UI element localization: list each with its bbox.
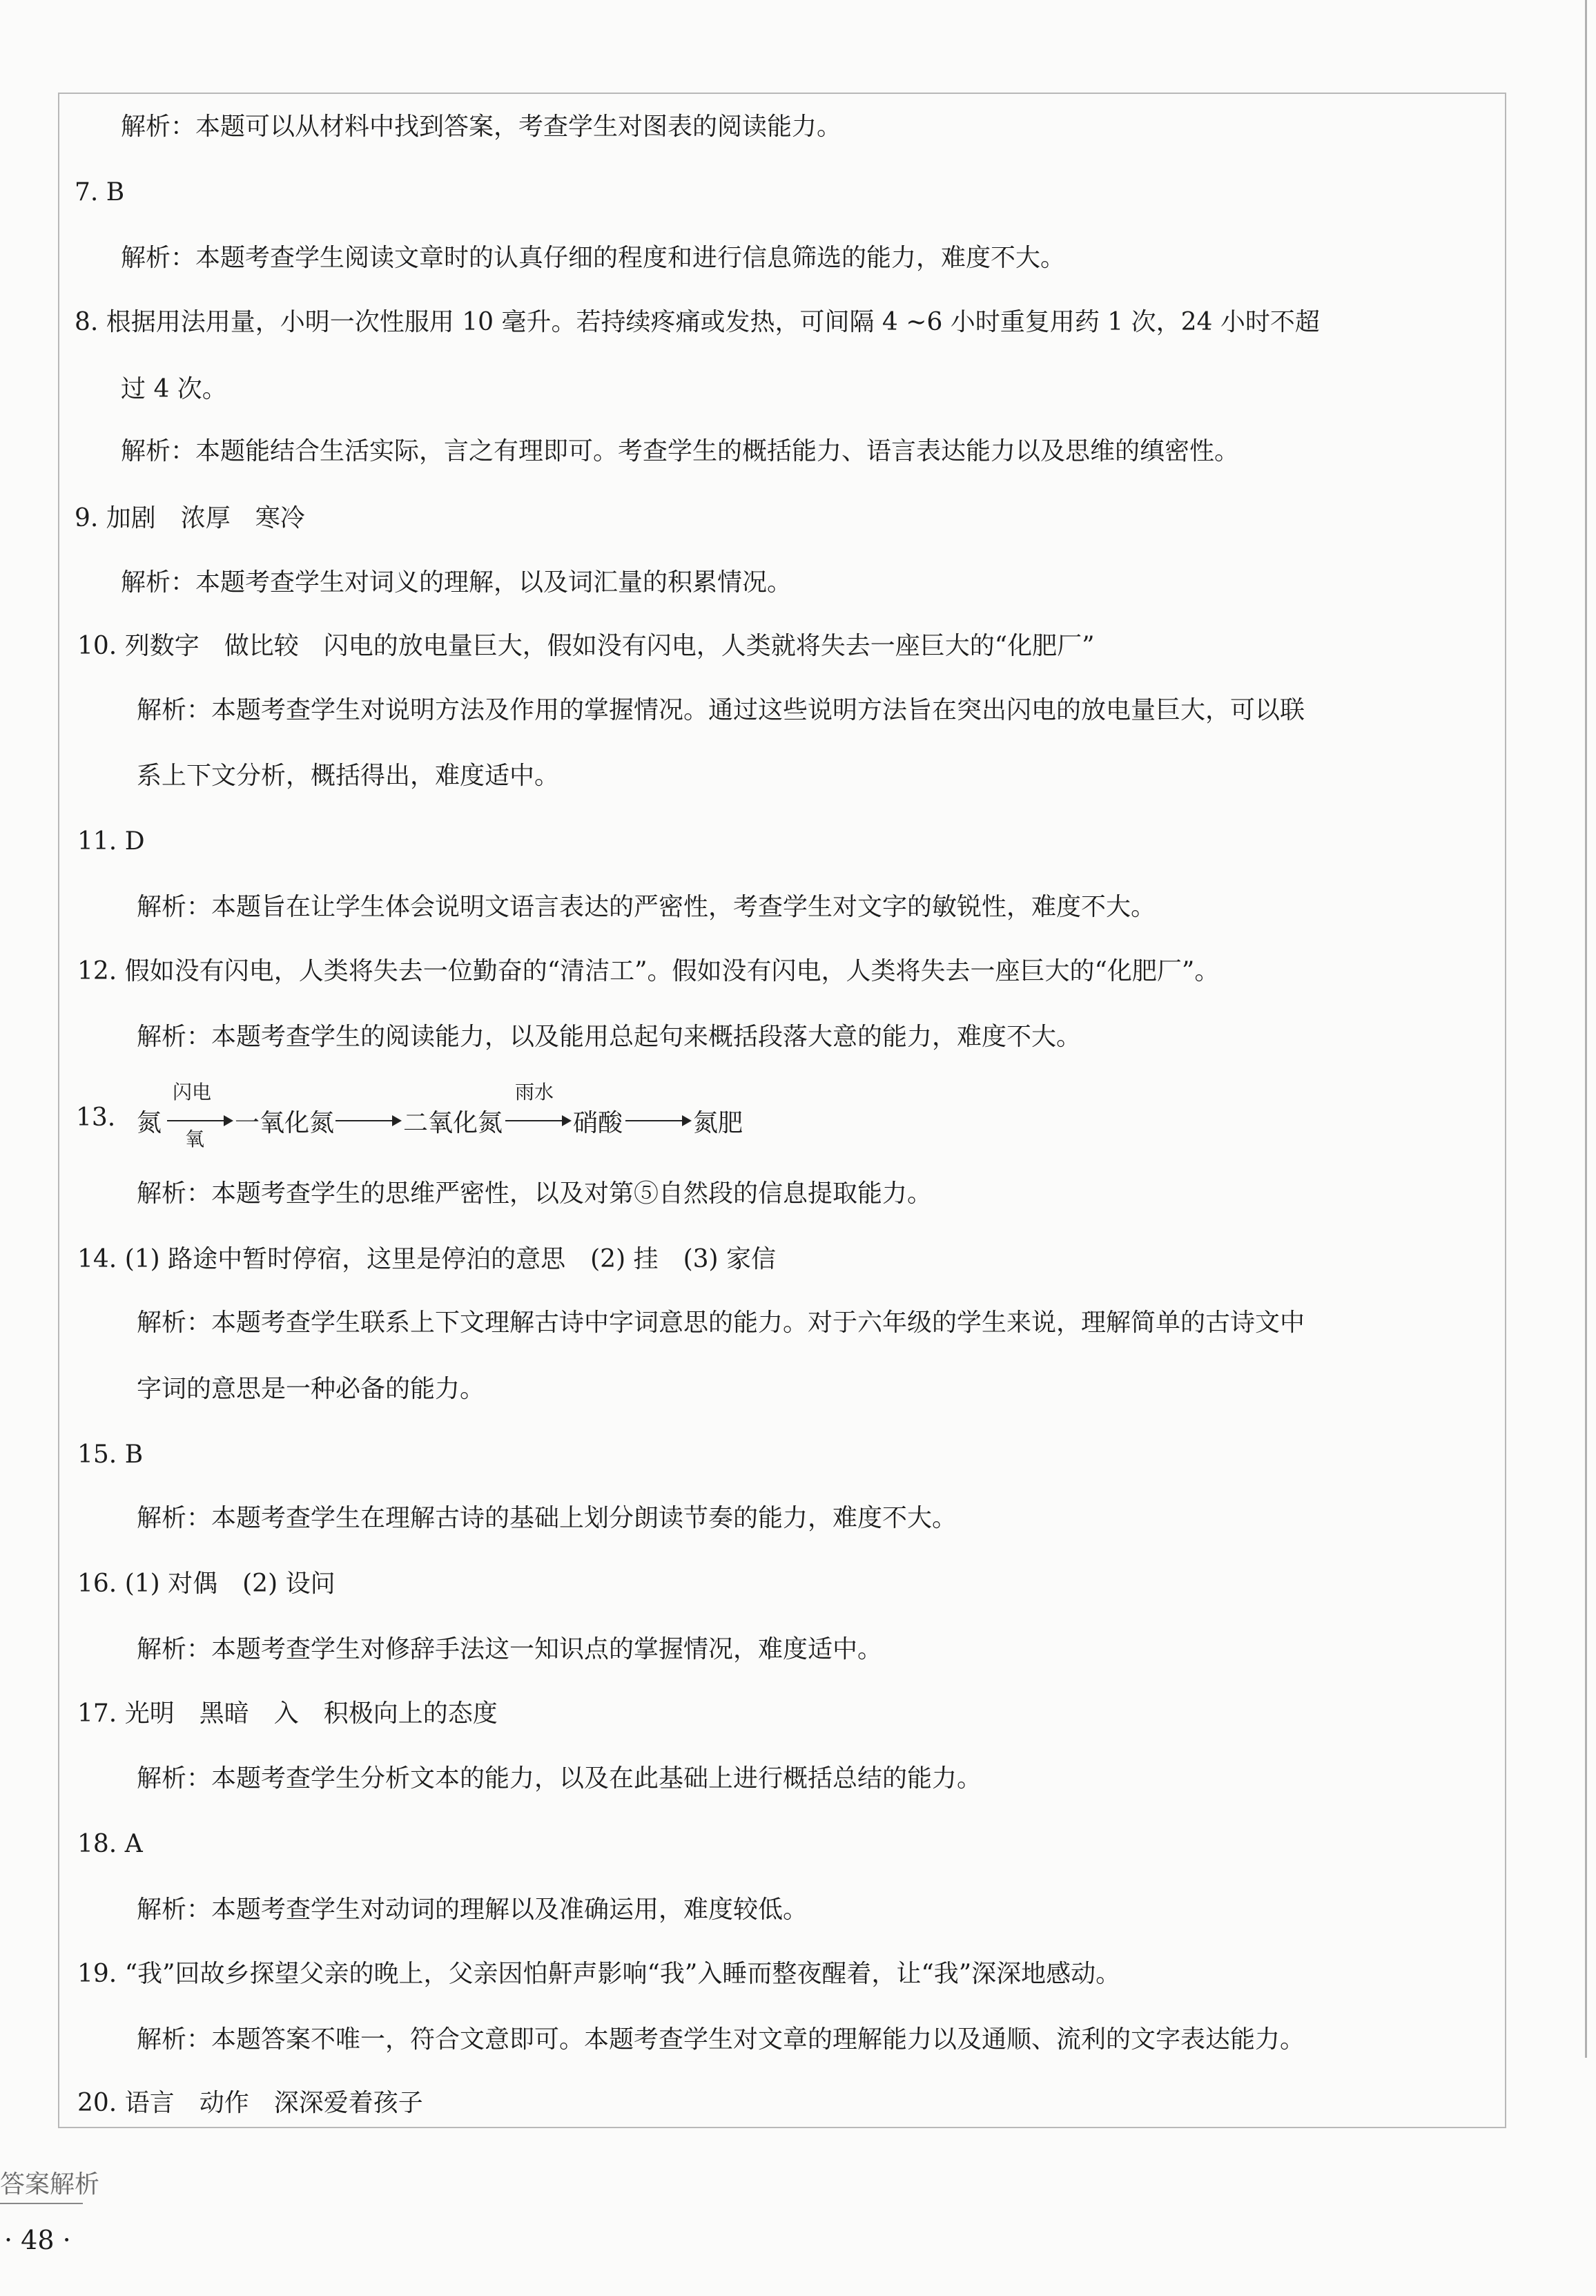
q13-arrow-1 <box>167 1120 231 1121</box>
footer-rule <box>0 2203 83 2204</box>
answer-line: 19. “我”回故乡探望父亲的晚上，父亲因怕鼾声影响“我”入睡而整夜醒着，让“我”深深地感动。 <box>77 1960 1121 1988</box>
q13-arrow-4 <box>625 1120 689 1121</box>
page-number: · 48 · <box>4 2225 71 2255</box>
answer-line: 解析：本题考查学生在理解古诗的基础上划分朗读节奏的能力，难度不大。 <box>137 1504 957 1532</box>
answer-line: 9. 加剧 浓厚 寒冷 <box>75 504 305 532</box>
answer-line: 解析：本题可以从材料中找到答案，考查学生对图表的阅读能力。 <box>121 113 842 141</box>
answer-line: 解析：本题旨在让学生体会说明文语言表达的严密性，考查学生对文字的敏锐性，难度不大。 <box>137 893 1156 921</box>
q13-acid: 硝酸 <box>573 1109 623 1137</box>
q13-arrow-3 <box>505 1120 569 1121</box>
answer-line: 11. D <box>77 827 145 856</box>
q13-number: 13. <box>76 1103 116 1132</box>
q13-fertilizer: 氮肥 <box>693 1109 743 1137</box>
answer-line: 解析：本题考查学生对修辞手法这一知识点的掌握情况，难度适中。 <box>137 1635 883 1663</box>
q13-nitrogen: 氮 <box>137 1109 162 1137</box>
answer-line: 15. B <box>77 1440 144 1469</box>
page-edge <box>1585 0 1587 2058</box>
answer-line: 20. 语言 动作 深深爱着孩子 <box>77 2089 423 2117</box>
answer-line: 17. 光明 黑暗 入 积极向上的态度 <box>77 1699 498 1728</box>
answer-line: 18. A <box>77 1830 143 1858</box>
answer-line: 解析：本题考查学生联系上下文理解古诗中字词意思的能力。对于六年级的学生来说，理解简单的古诗文中 <box>137 1309 1305 1337</box>
q13-label-lightning: 闪电 <box>173 1081 212 1103</box>
q13-arrow-2 <box>335 1120 399 1121</box>
q13-no2: 二氧化氮 <box>403 1109 503 1137</box>
answer-line: 7. B <box>75 178 125 206</box>
answer-line: 8. 根据用法用量，小明一次性服用 10 毫升。若持续疼痛或发热，可间隔 4 ~6 小时重复用药 1 次，24 小时不超 <box>75 308 1320 336</box>
answer-line: 10. 列数字 做比较 闪电的放电量巨大，假如没有闪电，人类就将失去一座巨大的“化肥厂” <box>77 632 1095 660</box>
answer-line: 解析：本题考查学生对说明方法及作用的掌握情况。通过这些说明方法旨在突出闪电的放电量巨大，可以联 <box>137 696 1305 724</box>
q13-label-rain: 雨水 <box>515 1081 554 1103</box>
answer-line: 解析：本题答案不唯一，符合文意即可。本题考查学生对文章的理解能力以及通顺、流利的文字表达能力。 <box>137 2025 1305 2054</box>
answer-line: 字词的意思是一种必备的能力。 <box>137 1375 485 1403</box>
q13-label-oxygen: 氧 <box>185 1128 205 1150</box>
answer-line: 解析：本题考查学生的阅读能力，以及能用总起句来概括段落大意的能力，难度不大。 <box>137 1023 1082 1051</box>
q13-reaction-chain <box>76 1077 904 1153</box>
answer-line: 14. (1) 路途中暂时停宿，这里是停泊的意思 (2) 挂 (3) 家信 <box>77 1245 777 1273</box>
answer-line: 系上下文分析，概括得出，难度适中。 <box>137 762 560 790</box>
answer-line: 解析：本题考查学生对动词的理解以及准确运用，难度较低。 <box>137 1895 808 1924</box>
footer-section-label: 答案解析 <box>0 2170 100 2199</box>
answer-line: 解析：本题考查学生分析文本的能力，以及在此基础上进行概括总结的能力。 <box>137 1764 982 1793</box>
answer-line: 过 4 次。 <box>121 375 227 403</box>
q13-no: 一氧化氮 <box>235 1109 335 1137</box>
answer-line: 解析：本题考查学生对词义的理解，以及词汇量的积累情况。 <box>121 568 792 597</box>
answer-line: 16. (1) 对偶 (2) 设问 <box>77 1570 335 1598</box>
answer-line: 解析：本题考查学生的思维严密性，以及对第⑤自然段的信息提取能力。 <box>137 1179 933 1208</box>
answer-line: 解析：本题考查学生阅读文章时的认真仔细的程度和进行信息筛选的能力，难度不大。 <box>121 244 1066 272</box>
answer-line: 12. 假如没有闪电，人类将失去一位勤奋的“清洁工”。假如没有闪电，人类将失去一座巨大的“化肥厂”。 <box>77 957 1220 985</box>
answer-line: 解析：本题能结合生活实际，言之有理即可。考查学生的概括能力、语言表达能力以及思维的缜密性。 <box>121 437 1240 465</box>
